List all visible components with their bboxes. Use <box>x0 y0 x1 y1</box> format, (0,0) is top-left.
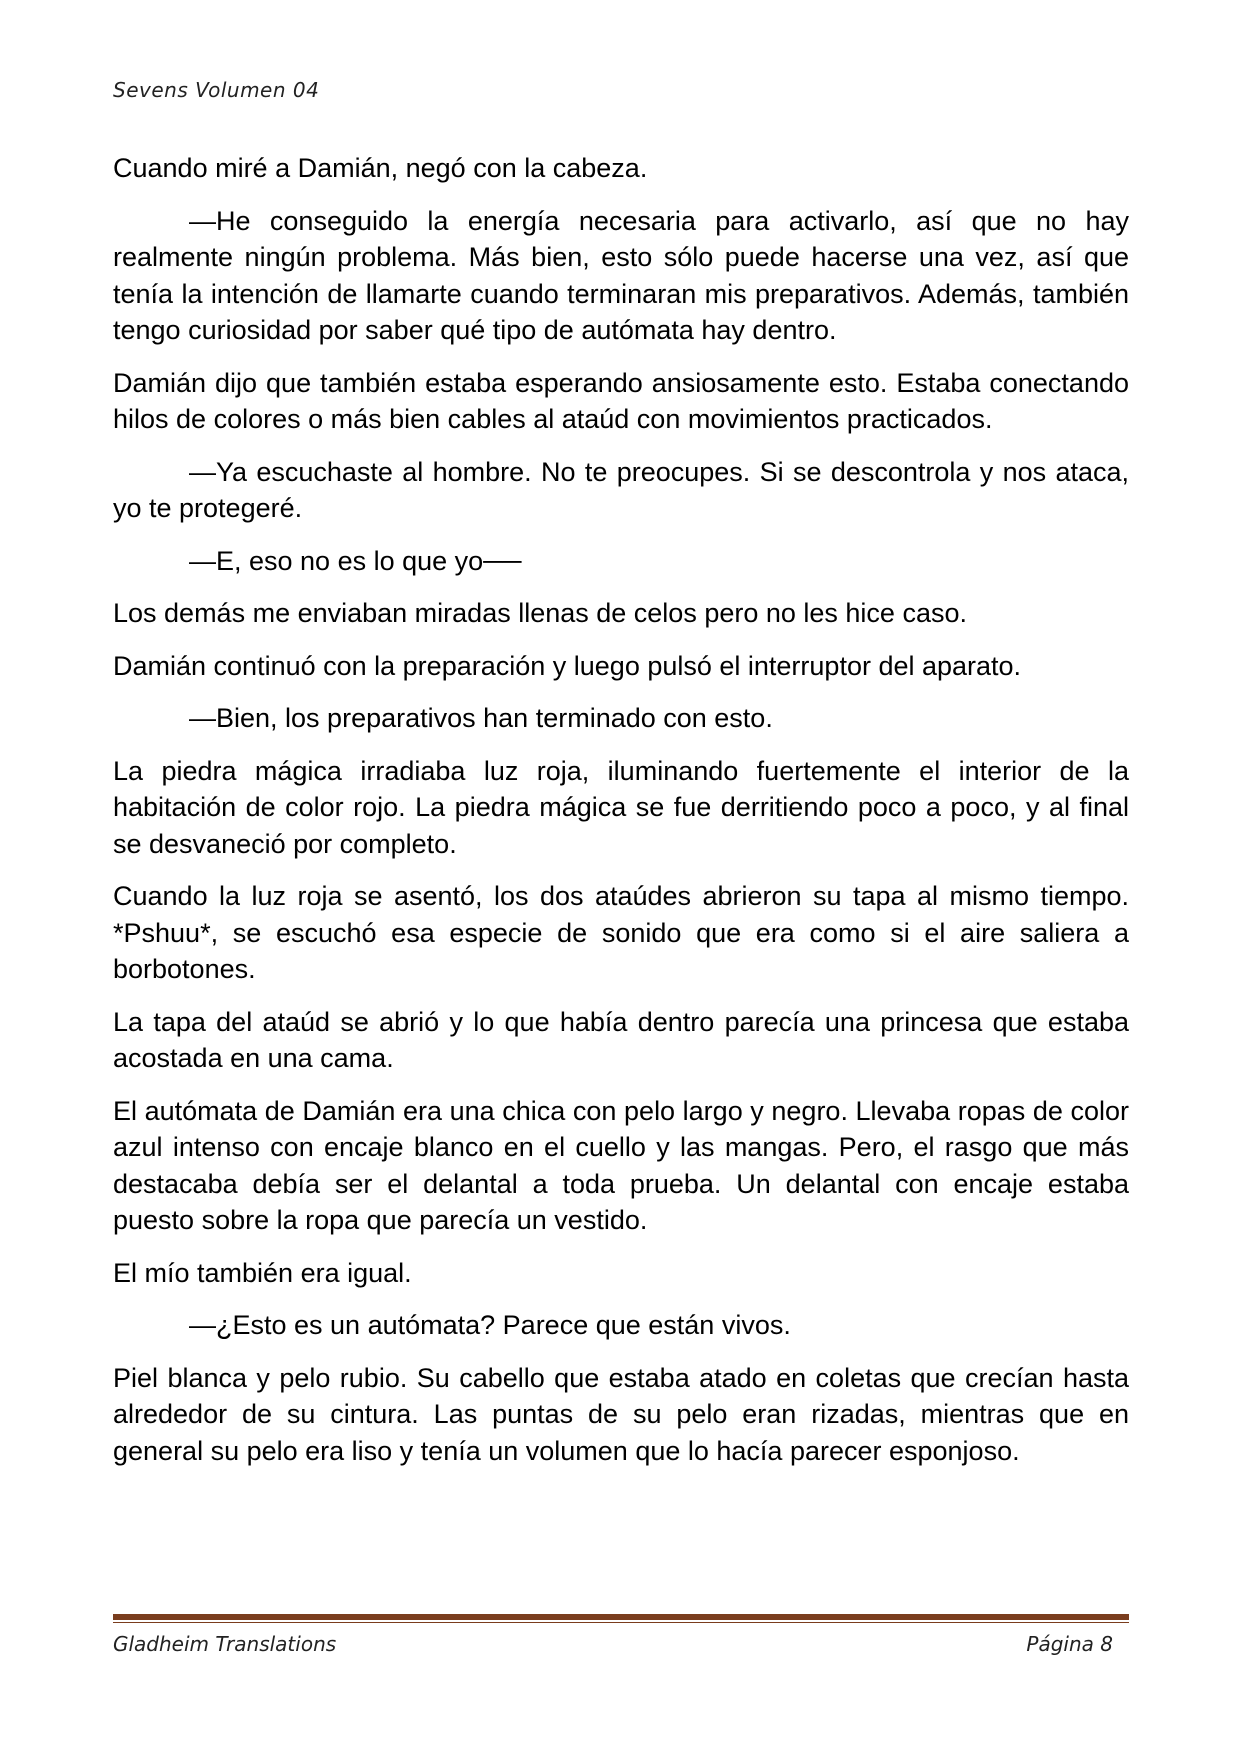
dialogue-paragraph: —E, eso no es lo que yo── <box>189 545 522 576</box>
dialogue-paragraph: —Bien, los preparativos han terminado con esto. <box>189 703 773 733</box>
dialogue-paragraph: —He conseguido la energía necesaria para activarlo, así que no hay realmente ningún problema. Más bien, esto sólo puede hacerse una vez, así que tenía la intención de llamarte cuando terminaran mis preparativos. Además, también tengo curiosidad por saber qué tipo de autómata hay dentro. <box>113 205 1129 345</box>
footer-page-number: Página 8 <box>1026 1632 1113 1656</box>
paragraph: Los demás me enviaban miradas llenas de celos pero no les hice caso. <box>113 598 967 628</box>
paragraph: Cuando la luz roja se asentó, los dos ataúdes abrieron su tapa al mismo tiempo. *Pshuu*, se escuchó esa especie de sonido que era como si el aire saliera a borbotones. <box>113 881 1129 984</box>
paragraph: Cuando miré a Damián, negó con la cabeza. <box>113 153 648 183</box>
paragraph: Piel blanca y pelo rubio. Su cabello que estaba atado en coletas que crecían hasta alrededor de su cintura. Las puntas de su pelo eran rizadas, mientras que en general su pelo era liso y tenía un volumen que lo hacía parecer esponjoso. <box>113 1362 1129 1466</box>
footer-rule-thin <box>113 1622 1129 1623</box>
footer-publisher: Gladheim Translations <box>113 1632 337 1656</box>
running-header: Sevens Volumen 04 <box>113 78 320 102</box>
paragraph: Damián dijo que también estaba esperando ansiosamente esto. Estaba conectando hilos de colores o más bien cables al ataúd con movimientos practicados. <box>113 367 1129 434</box>
dialogue-paragraph: —Ya escuchaste al hombre. No te preocupes. Si se descontrola y nos ataca, yo te protegeré. <box>113 456 1129 523</box>
footer-rule-thick <box>113 1614 1129 1620</box>
paragraph: Damián continuó con la preparación y luego pulsó el interruptor del aparato. <box>113 650 1022 681</box>
paragraph: El autómata de Damián era una chica con pelo largo y negro. Llevaba ropas de color azul intenso con encaje blanco en el cuello y las mangas. Pero, el rasgo que más destacaba debía ser el delantal a toda prueba. Un delantal con encaje estaba puesto sobre la ropa que parecía un vestido. <box>113 1095 1129 1235</box>
page-body <box>113 150 1129 1485</box>
paragraph: La piedra mágica irradiaba luz roja, iluminando fuertemente el interior de la habitación de color rojo. La piedra mágica se fue derritiendo poco a poco, y al final se desvaneció por completo. <box>113 755 1129 859</box>
paragraph: La tapa del ataúd se abrió y lo que había dentro parecía una princesa que estaba acostada en una cama. <box>113 1006 1129 1073</box>
dialogue-paragraph: —¿Esto es un autómata? Parece que están vivos. <box>189 1310 791 1340</box>
paragraph: El mío también era igual. <box>113 1257 412 1288</box>
